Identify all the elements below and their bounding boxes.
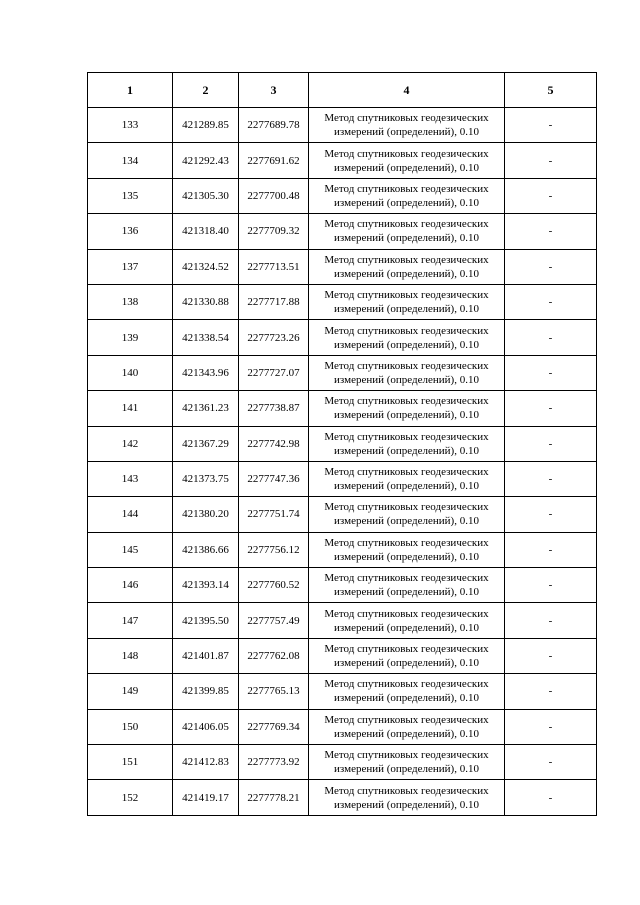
header-col-4: 4 <box>309 73 505 108</box>
table-row <box>88 284 597 319</box>
method-cell <box>309 320 505 355</box>
point-number-cell: 145 <box>88 532 173 567</box>
y-coordinate-cell: 2277689.78 <box>239 108 309 143</box>
note-cell: - <box>505 461 597 496</box>
method-text-line-2: измерений (определений), 0.10 <box>334 692 479 705</box>
y-coordinate-cell: 2277751.74 <box>239 497 309 532</box>
method-text-line-1: Метод спутниковых геодезических <box>324 395 489 408</box>
method-cell <box>309 709 505 744</box>
method-cell <box>309 461 505 496</box>
table-row <box>88 709 597 744</box>
y-coordinate-cell: 2277762.08 <box>239 638 309 673</box>
method-text-line-2: измерений (определений), 0.10 <box>334 444 479 457</box>
method-text-line-1: Метод спутниковых геодезических <box>324 749 489 762</box>
x-coordinate-cell: 421380.20 <box>173 497 239 532</box>
x-coordinate-cell: 421419.17 <box>173 780 239 815</box>
method-text-line-1: Метод спутниковых геодезических <box>324 147 489 160</box>
point-number-cell: 149 <box>88 674 173 709</box>
method-text-line-1: Метод спутниковых геодезических <box>324 713 489 726</box>
note-cell: - <box>505 638 597 673</box>
point-number-cell: 152 <box>88 780 173 815</box>
method-text-line-1: Метод спутниковых геодезических <box>324 289 489 302</box>
table-row <box>88 391 597 426</box>
point-number-cell: 138 <box>88 284 173 319</box>
y-coordinate-cell: 2277723.26 <box>239 320 309 355</box>
note-cell: - <box>505 355 597 390</box>
y-coordinate-cell: 2277727.07 <box>239 355 309 390</box>
table-row <box>88 780 597 815</box>
method-cell <box>309 178 505 213</box>
x-coordinate-cell: 421305.30 <box>173 178 239 213</box>
y-coordinate-cell: 2277756.12 <box>239 532 309 567</box>
point-number-cell: 146 <box>88 568 173 603</box>
method-text-line-1: Метод спутниковых геодезических <box>324 253 489 266</box>
table-row <box>88 214 597 249</box>
method-text-line-2: измерений (определений), 0.10 <box>334 550 479 563</box>
table-row <box>88 638 597 673</box>
note-cell: - <box>505 143 597 178</box>
method-text-line-1: Метод спутниковых геодезических <box>324 536 489 549</box>
table-row <box>88 320 597 355</box>
method-text-line-2: измерений (определений), 0.10 <box>334 196 479 209</box>
table-row <box>88 426 597 461</box>
note-cell: - <box>505 178 597 213</box>
note-cell: - <box>505 320 597 355</box>
header-col-2: 2 <box>173 73 239 108</box>
header-col-3: 3 <box>239 73 309 108</box>
y-coordinate-cell: 2277747.36 <box>239 461 309 496</box>
method-text-line-1: Метод спутниковых геодезических <box>324 678 489 691</box>
method-cell <box>309 143 505 178</box>
method-text-line-2: измерений (определений), 0.10 <box>334 373 479 386</box>
note-cell: - <box>505 532 597 567</box>
method-text-line-1: Метод спутниковых геодезических <box>324 501 489 514</box>
note-cell: - <box>505 568 597 603</box>
y-coordinate-cell: 2277738.87 <box>239 391 309 426</box>
note-cell: - <box>505 709 597 744</box>
method-cell <box>309 638 505 673</box>
point-number-cell: 136 <box>88 214 173 249</box>
note-cell: - <box>505 391 597 426</box>
note-cell: - <box>505 426 597 461</box>
method-text-line-2: измерений (определений), 0.10 <box>334 621 479 634</box>
method-text-line-2: измерений (определений), 0.10 <box>334 727 479 740</box>
note-cell: - <box>505 745 597 780</box>
x-coordinate-cell: 421401.87 <box>173 638 239 673</box>
method-cell <box>309 214 505 249</box>
header-col-1: 1 <box>88 73 173 108</box>
point-number-cell: 134 <box>88 143 173 178</box>
method-text-line-1: Метод спутниковых геодезических <box>324 112 489 125</box>
method-text-line-2: измерений (определений), 0.10 <box>334 126 479 139</box>
method-cell <box>309 355 505 390</box>
note-cell: - <box>505 497 597 532</box>
x-coordinate-cell: 421367.29 <box>173 426 239 461</box>
method-text-line-2: измерений (определений), 0.10 <box>334 657 479 670</box>
y-coordinate-cell: 2277713.51 <box>239 249 309 284</box>
x-coordinate-cell: 421386.66 <box>173 532 239 567</box>
table-row <box>88 745 597 780</box>
method-cell <box>309 532 505 567</box>
table-row <box>88 355 597 390</box>
note-cell: - <box>505 108 597 143</box>
method-text-line-1: Метод спутниковых геодезических <box>324 784 489 797</box>
method-cell <box>309 568 505 603</box>
method-cell <box>309 745 505 780</box>
method-text-line-1: Метод спутниковых геодезических <box>324 218 489 231</box>
x-coordinate-cell: 421406.05 <box>173 709 239 744</box>
y-coordinate-cell: 2277769.34 <box>239 709 309 744</box>
point-number-cell: 133 <box>88 108 173 143</box>
y-coordinate-cell: 2277717.88 <box>239 284 309 319</box>
method-cell <box>309 426 505 461</box>
method-text-line-2: измерений (определений), 0.10 <box>334 586 479 599</box>
method-text-line-2: измерений (определений), 0.10 <box>334 232 479 245</box>
table-row <box>88 249 597 284</box>
method-cell <box>309 674 505 709</box>
method-text-line-2: измерений (определений), 0.10 <box>334 798 479 811</box>
point-number-cell: 137 <box>88 249 173 284</box>
method-cell <box>309 249 505 284</box>
method-cell <box>309 780 505 815</box>
method-cell <box>309 603 505 638</box>
point-number-cell: 148 <box>88 638 173 673</box>
x-coordinate-cell: 421361.23 <box>173 391 239 426</box>
method-text-line-1: Метод спутниковых геодезических <box>324 182 489 195</box>
method-text-line-2: измерений (определений), 0.10 <box>334 338 479 351</box>
note-cell: - <box>505 249 597 284</box>
method-text-line-2: измерений (определений), 0.10 <box>334 763 479 776</box>
x-coordinate-cell: 421292.43 <box>173 143 239 178</box>
point-number-cell: 143 <box>88 461 173 496</box>
method-text-line-2: измерений (определений), 0.10 <box>334 515 479 528</box>
table-row <box>88 497 597 532</box>
note-cell: - <box>505 603 597 638</box>
y-coordinate-cell: 2277773.92 <box>239 745 309 780</box>
method-text-line-2: измерений (определений), 0.10 <box>334 161 479 174</box>
x-coordinate-cell: 421343.96 <box>173 355 239 390</box>
point-number-cell: 140 <box>88 355 173 390</box>
method-text-line-1: Метод спутниковых геодезических <box>324 643 489 656</box>
coordinates-table <box>87 72 597 816</box>
point-number-cell: 151 <box>88 745 173 780</box>
table-row <box>88 143 597 178</box>
method-text-line-1: Метод спутниковых геодезических <box>324 572 489 585</box>
table-row <box>88 603 597 638</box>
y-coordinate-cell: 2277757.49 <box>239 603 309 638</box>
table-row <box>88 568 597 603</box>
method-text-line-1: Метод спутниковых геодезических <box>324 324 489 337</box>
header-col-5: 5 <box>505 73 597 108</box>
x-coordinate-cell: 421393.14 <box>173 568 239 603</box>
table-row <box>88 674 597 709</box>
point-number-cell: 144 <box>88 497 173 532</box>
y-coordinate-cell: 2277765.13 <box>239 674 309 709</box>
x-coordinate-cell: 421338.54 <box>173 320 239 355</box>
y-coordinate-cell: 2277691.62 <box>239 143 309 178</box>
y-coordinate-cell: 2277760.52 <box>239 568 309 603</box>
y-coordinate-cell: 2277709.32 <box>239 214 309 249</box>
point-number-cell: 135 <box>88 178 173 213</box>
point-number-cell: 147 <box>88 603 173 638</box>
method-cell <box>309 391 505 426</box>
note-cell: - <box>505 284 597 319</box>
method-text-line-1: Метод спутниковых геодезических <box>324 466 489 479</box>
y-coordinate-cell: 2277700.48 <box>239 178 309 213</box>
note-cell: - <box>505 674 597 709</box>
method-text-line-1: Метод спутниковых геодезических <box>324 359 489 372</box>
table-row <box>88 178 597 213</box>
y-coordinate-cell: 2277778.21 <box>239 780 309 815</box>
method-cell <box>309 284 505 319</box>
point-number-cell: 139 <box>88 320 173 355</box>
x-coordinate-cell: 421373.75 <box>173 461 239 496</box>
table-row <box>88 461 597 496</box>
method-text-line-1: Метод спутниковых геодезических <box>324 607 489 620</box>
note-cell: - <box>505 214 597 249</box>
table-row <box>88 532 597 567</box>
x-coordinate-cell: 421412.83 <box>173 745 239 780</box>
method-text-line-2: измерений (определений), 0.10 <box>334 409 479 422</box>
x-coordinate-cell: 421395.50 <box>173 603 239 638</box>
y-coordinate-cell: 2277742.98 <box>239 426 309 461</box>
method-text-line-2: измерений (определений), 0.10 <box>334 267 479 280</box>
x-coordinate-cell: 421289.85 <box>173 108 239 143</box>
method-cell <box>309 108 505 143</box>
x-coordinate-cell: 421330.88 <box>173 284 239 319</box>
point-number-cell: 141 <box>88 391 173 426</box>
note-cell: - <box>505 780 597 815</box>
method-text-line-2: измерений (определений), 0.10 <box>334 480 479 493</box>
method-text-line-2: измерений (определений), 0.10 <box>334 303 479 316</box>
table-header-row <box>88 73 597 108</box>
point-number-cell: 142 <box>88 426 173 461</box>
table-row <box>88 108 597 143</box>
x-coordinate-cell: 421324.52 <box>173 249 239 284</box>
point-number-cell: 150 <box>88 709 173 744</box>
x-coordinate-cell: 421399.85 <box>173 674 239 709</box>
method-cell <box>309 497 505 532</box>
method-text-line-1: Метод спутниковых геодезических <box>324 430 489 443</box>
table-body <box>88 108 597 816</box>
x-coordinate-cell: 421318.40 <box>173 214 239 249</box>
